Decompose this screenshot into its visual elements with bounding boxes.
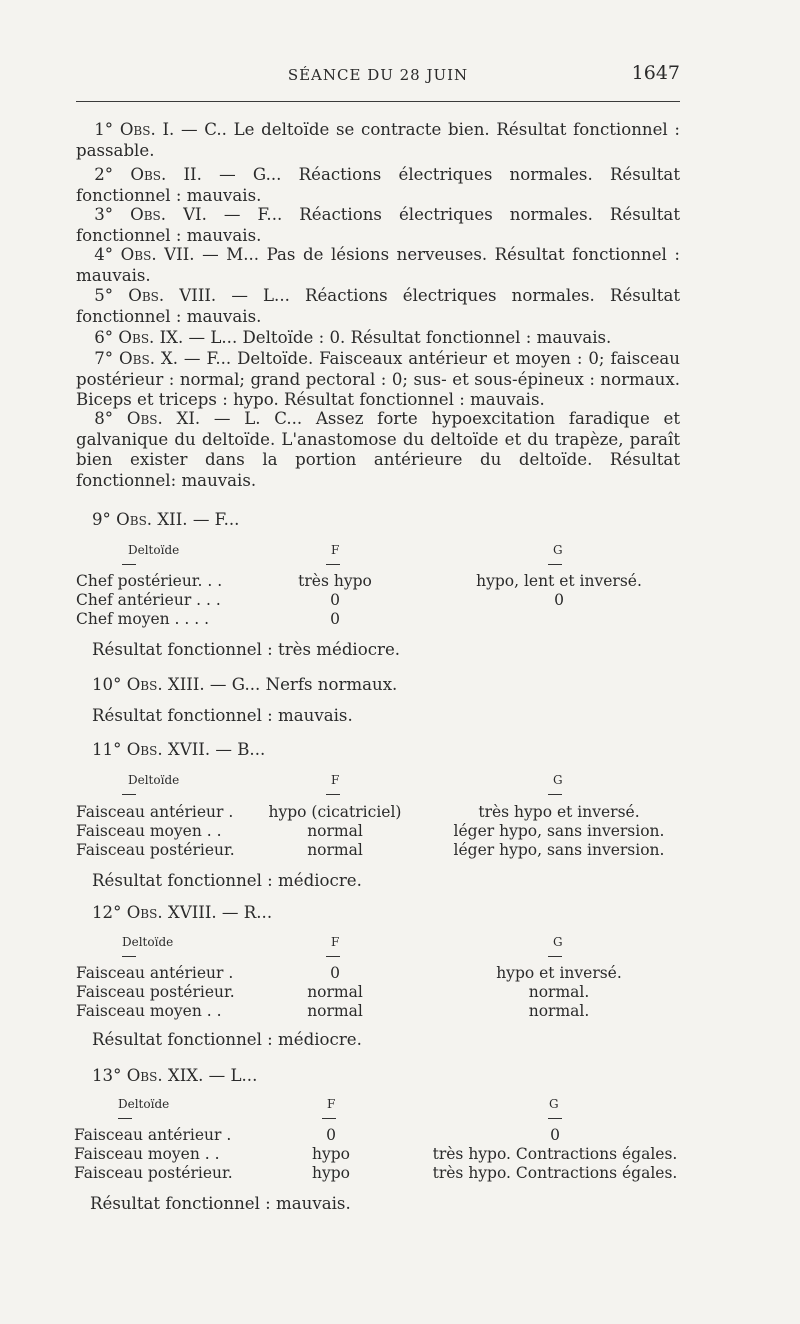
case-13-title: 13° Obs. XIX. — L... [92, 1066, 258, 1085]
case-13-dash-2 [322, 1118, 336, 1119]
case-11-dash-2 [326, 794, 340, 795]
case-13-header-deltoide: Deltoïde [118, 1097, 170, 1111]
observation-3: 3° Obs. VI. — F... Réactions électriques normales. Résultat fonctionnel : mauvais. [76, 205, 680, 245]
observation-1: 1° Obs. I. — C.. Le deltoïde se contracte bien. Résultat fonctionnel : passable. [76, 120, 680, 160]
case-9-dash-2 [326, 564, 340, 565]
case-12-header-deltoide: Deltoïde [122, 935, 174, 949]
case-11-row-1-label: Faisceau antérieur . [76, 803, 234, 821]
observation-2: 2° Obs. II. — G... Réactions électriques normales. Résultat fonctionnel : mauvais. [76, 165, 680, 205]
header-rule [76, 101, 680, 103]
case-11-dash-1 [122, 794, 136, 795]
case-9-row-2-g: 0 [554, 591, 564, 609]
case-13-row-1-g: 0 [550, 1126, 560, 1144]
case-9-row-3-label: Chef moyen . . . . [76, 610, 210, 628]
case-9-row-1-label: Chef postérieur. . . [76, 572, 223, 590]
case-12-row-2-label: Faisceau postérieur. [76, 983, 235, 1001]
case-9-result: Résultat fonctionnel : très médiocre. [92, 640, 401, 659]
case-9-row-2-f: 0 [330, 591, 340, 609]
case-13-row-1-f: 0 [326, 1126, 336, 1144]
case-13-dash-1 [118, 1118, 132, 1119]
case-12-row-3-g: normal. [528, 1002, 590, 1020]
case-10-result: Résultat fonctionnel : mauvais. [92, 706, 353, 725]
page-header [76, 62, 680, 88]
case-9-header-f: F [331, 543, 340, 557]
case-13-dash-3 [548, 1118, 562, 1119]
case-12-row-1-g: hypo et inversé. [496, 964, 622, 982]
observation-7: 7° Obs. X. — F... Deltoïde. Faisceaux antérieur et moyen : 0; faisceau postérieur : normal; grand pectoral : 0; sus- et sous-épineux : normaux. Biceps et triceps : hypo. Résultat fonctionnel : mauvais. [76, 349, 680, 409]
case-11-row-1-f: hypo (cicatriciel) [268, 803, 402, 821]
case-9-header-g: G [553, 543, 563, 557]
case-9-header-deltoide: Deltoïde [128, 543, 180, 557]
case-9-row-1-g: hypo, lent et inversé. [476, 572, 642, 590]
case-13-header-f: F [327, 1097, 336, 1111]
case-11-row-3-g: léger hypo, sans inversion. [453, 841, 665, 859]
case-13-row-3-g: très hypo. Contractions égales. [432, 1164, 678, 1182]
case-11-row-1-g: très hypo et inversé. [478, 803, 640, 821]
case-12-header-f: F [331, 935, 340, 949]
case-11-result: Résultat fonctionnel : médiocre. [92, 871, 362, 890]
case-11-row-3-f: normal [307, 841, 363, 859]
case-12-row-1-f: 0 [330, 964, 340, 982]
case-11-row-2-f: normal [307, 822, 363, 840]
observation-6: 6° Obs. IX. — L... Deltoïde : 0. Résultat fonctionnel : mauvais. [94, 328, 612, 347]
case-13-header-g: G [549, 1097, 559, 1111]
case-11-title: 11° Obs. XVII. — B... [92, 740, 266, 759]
case-12-row-3-f: normal [307, 1002, 363, 1020]
case-13-row-1-label: Faisceau antérieur . [74, 1126, 232, 1144]
case-13-row-3-label: Faisceau postérieur. [74, 1164, 233, 1182]
case-10-title: 10° Obs. XIII. — G... Nerfs normaux. [92, 675, 398, 694]
case-12-result: Résultat fonctionnel : médiocre. [92, 1030, 362, 1049]
observation-5: 5° Obs. VIII. — L... Réactions électriques normales. Résultat fonctionnel : mauvais. [76, 286, 680, 326]
observation-4: 4° Obs. VII. — M... Pas de lésions nerveuses. Résultat fonctionnel : mauvais. [76, 245, 680, 285]
case-12-row-1-label: Faisceau antérieur . [76, 964, 234, 982]
case-13-row-3-f: hypo [312, 1164, 350, 1182]
case-11-row-2-g: léger hypo, sans inversion. [453, 822, 665, 840]
case-12-dash-2 [326, 956, 340, 957]
case-11-header-f: F [331, 773, 340, 787]
case-12-row-3-label: Faisceau moyen . . [76, 1002, 222, 1020]
case-13-row-2-label: Faisceau moyen . . [74, 1145, 220, 1163]
case-13-row-2-g: très hypo. Contractions égales. [432, 1145, 678, 1163]
case-11-row-2-label: Faisceau moyen . . [76, 822, 222, 840]
case-12-row-2-f: normal [307, 983, 363, 1001]
observation-8: 8° Obs. XI. — L. C... Assez forte hypoexcitation faradique et galvanique du deltoïde. L'anastomose du deltoïde et du trapèze, paraît bien exister dans la portion antérieure du deltoïde. Résultat fonctionnel: mauvais. [76, 409, 680, 490]
case-13-row-2-f: hypo [312, 1145, 350, 1163]
case-11-header-g: G [553, 773, 563, 787]
case-12-dash-3 [548, 956, 562, 957]
case-9-row-3-f: 0 [330, 610, 340, 628]
case-11-dash-3 [548, 794, 562, 795]
running-title: SÉANCE DU 28 JUIN [287, 66, 469, 84]
case-9-title: 9° Obs. XII. — F... [92, 510, 240, 529]
case-11-header-deltoide: Deltoïde [128, 773, 180, 787]
case-9-dash-3 [548, 564, 562, 565]
case-12-header-g: G [553, 935, 563, 949]
case-9-row-2-label: Chef antérieur . . . [76, 591, 221, 609]
case-12-title: 12° Obs. XVIII. — R... [92, 903, 273, 922]
case-9-row-1-f: très hypo [298, 572, 372, 590]
case-11-row-3-label: Faisceau postérieur. [76, 841, 235, 859]
case-13-result: Résultat fonctionnel : mauvais. [90, 1194, 351, 1213]
case-12-row-2-g: normal. [528, 983, 590, 1001]
page-number: 1647 [631, 62, 680, 84]
case-9-dash-1 [122, 564, 136, 565]
case-12-dash-1 [122, 956, 136, 957]
